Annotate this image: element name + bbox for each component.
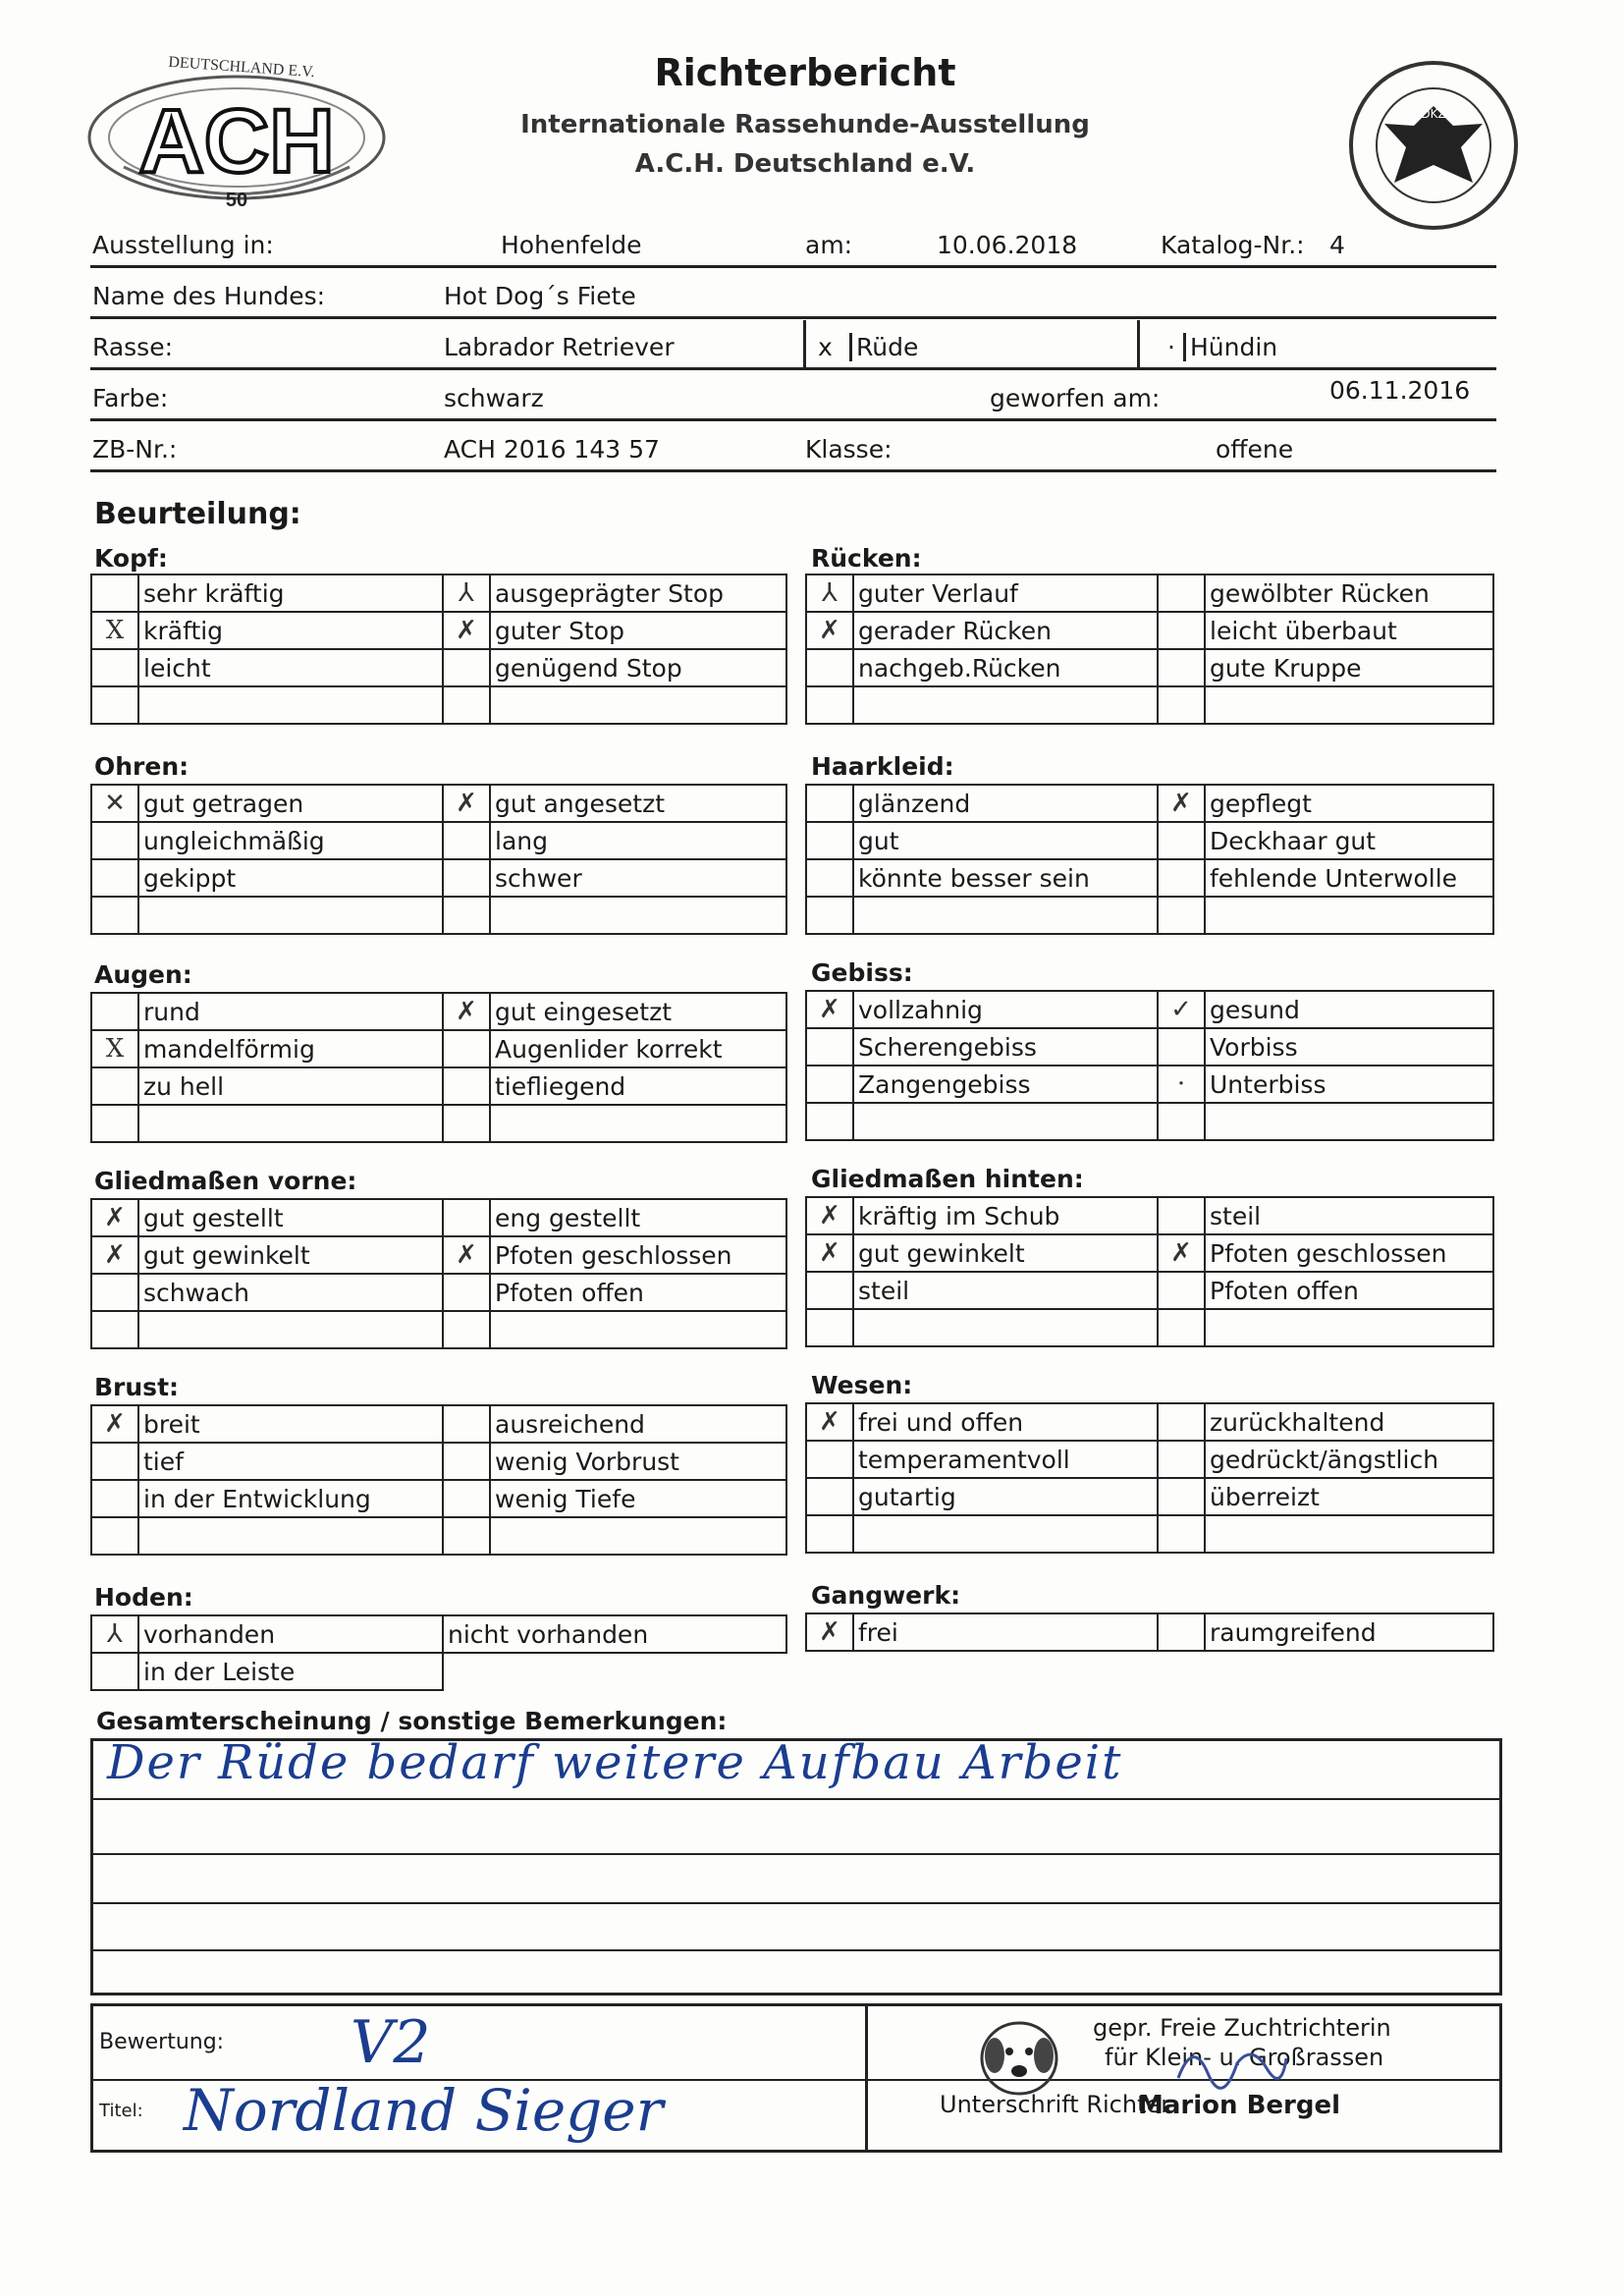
catalog-label: Katalog-Nr.: <box>1161 231 1305 259</box>
check-cell[interactable]: ✗ <box>91 1236 138 1274</box>
table-row <box>91 897 786 934</box>
table-row <box>91 1105 786 1142</box>
check-cell[interactable] <box>91 686 138 724</box>
check-cell[interactable] <box>1158 1103 1205 1140</box>
eyes-table <box>90 992 787 1143</box>
section-title-head: Kopf: <box>94 544 168 573</box>
check-cell[interactable] <box>91 1443 138 1480</box>
check-cell[interactable] <box>1158 1309 1205 1346</box>
check-cell[interactable] <box>91 859 138 897</box>
check-cell[interactable] <box>91 1480 138 1517</box>
check-cell[interactable] <box>1158 1441 1205 1478</box>
table-row: glänzend ✗ gepflegt <box>806 785 1493 822</box>
rating-signature-box <box>90 2003 1502 2153</box>
check-cell[interactable] <box>1158 1272 1205 1309</box>
info-row-ausstellung <box>90 218 1496 268</box>
table-row: zu hell tiefliegend <box>91 1067 786 1105</box>
info-row-rasse <box>90 320 1496 370</box>
stamp-line-1: gepr. Freie Zuchtrichterin <box>1093 2014 1391 2042</box>
table-row: schwach Pfoten offen <box>91 1274 786 1311</box>
table-row: ✗ gut gestellt eng gestellt <box>91 1199 786 1236</box>
table-row: X mandelförmig Augenlider korrekt <box>91 1030 786 1067</box>
check-cell[interactable] <box>806 1515 853 1553</box>
check-cell[interactable] <box>443 1199 490 1236</box>
remarks-line <box>93 1949 1499 1951</box>
table-row <box>806 1103 1493 1140</box>
check-cell[interactable]: ⅄ <box>91 1615 138 1653</box>
section-title-front-limbs: Gliedmaßen vorne: <box>94 1167 357 1195</box>
class-label: Klasse: <box>805 435 893 464</box>
check-cell[interactable] <box>806 1478 853 1515</box>
check-cell[interactable] <box>443 822 490 859</box>
dog-name-label: Name des Hundes: <box>92 282 326 310</box>
female-box[interactable] <box>1137 320 1499 367</box>
check-cell[interactable] <box>1158 574 1205 612</box>
remarks-line <box>93 1902 1499 1904</box>
dkz-seal <box>1345 57 1522 234</box>
rating-label: Bewertung: <box>99 2030 225 2054</box>
check-cell[interactable] <box>443 649 490 686</box>
gait-table <box>805 1613 1494 1652</box>
title-value[interactable]: Nordland Sieger <box>184 2077 664 2144</box>
ausstellung-value[interactable]: Hohenfelde <box>501 231 642 259</box>
check-cell[interactable]: ✗ <box>443 785 490 822</box>
check-cell[interactable] <box>91 1517 138 1555</box>
table-row: könnte besser sein fehlende Unterwolle <box>806 859 1493 897</box>
rating-value[interactable]: V2 <box>351 2008 431 2077</box>
check-cell[interactable]: X <box>91 1030 138 1067</box>
ears-table <box>90 784 787 935</box>
section-title-coat: Haarkleid: <box>811 752 954 781</box>
table-row <box>806 897 1493 934</box>
date-label: am: <box>805 231 853 259</box>
ausstellung-label: Ausstellung in: <box>92 231 274 259</box>
zb-label: ZB-Nr.: <box>92 435 178 464</box>
check-cell[interactable] <box>1158 1028 1205 1066</box>
ach-logo-arc-text: DEUTSCHLAND E.V. <box>167 53 316 82</box>
check-cell[interactable] <box>1158 1403 1205 1441</box>
check-cell[interactable] <box>91 649 138 686</box>
hind-limbs-table <box>805 1196 1494 1347</box>
table-row: ✕ gut getragen ✗ gut angesetzt <box>91 785 786 822</box>
color-label: Farbe: <box>92 384 169 412</box>
remarks-box[interactable] <box>90 1735 1502 1995</box>
check-cell[interactable] <box>1158 612 1205 649</box>
section-title-hind-limbs: Gliedmaßen hinten: <box>811 1165 1084 1193</box>
table-row: in der Leiste <box>91 1653 786 1690</box>
check-cell[interactable] <box>1158 859 1205 897</box>
catalog-value[interactable]: 4 <box>1329 231 1345 259</box>
check-cell[interactable] <box>806 822 853 859</box>
check-cell[interactable] <box>1158 649 1205 686</box>
check-cell[interactable]: ✗ <box>443 993 490 1030</box>
section-title-gait: Gangwerk: <box>811 1581 961 1610</box>
section-title-temperament: Wesen: <box>811 1371 913 1399</box>
table-row: ✗ gut gewinkelt ✗ Pfoten geschlossen <box>806 1234 1493 1272</box>
dog-head-stamp-icon <box>977 2016 1061 2101</box>
check-cell[interactable] <box>91 1105 138 1142</box>
table-row: ✗ gut gewinkelt ✗ Pfoten geschlossen <box>91 1236 786 1274</box>
check-cell[interactable] <box>806 1272 853 1309</box>
judge-name: Marion Bergel <box>1138 2091 1341 2120</box>
check-cell[interactable]: ✗ <box>91 1405 138 1443</box>
class-value[interactable]: offene <box>1216 435 1294 464</box>
section-title-back: Rücken: <box>811 544 922 573</box>
stamp-line-2: für Klein- u. Großrassen <box>1105 2044 1384 2071</box>
date-value[interactable]: 10.06.2018 <box>937 231 1078 259</box>
table-row: Zangengebiss · Unterbiss <box>806 1066 1493 1103</box>
check-cell[interactable]: ✗ <box>806 1234 853 1272</box>
check-cell[interactable] <box>91 574 138 612</box>
table-row <box>806 1515 1493 1553</box>
table-row: ✗ kräftig im Schub steil <box>806 1197 1493 1234</box>
table-row: gekippt schwer <box>91 859 786 897</box>
section-title-testicles: Hoden: <box>94 1583 193 1612</box>
check-cell[interactable] <box>1158 1478 1205 1515</box>
check-cell[interactable]: ✗ <box>91 1199 138 1236</box>
svg-text:50: 50 <box>225 190 248 211</box>
section-title-ears: Ohren: <box>94 752 189 781</box>
check-cell[interactable]: ✓ <box>1158 991 1205 1028</box>
info-row-farbe <box>90 371 1496 421</box>
report-title: Richterbericht <box>654 51 956 94</box>
male-label: Rüde <box>849 333 918 361</box>
front-limbs-table <box>90 1198 787 1349</box>
check-cell[interactable]: ✗ <box>806 612 853 649</box>
check-cell[interactable]: X <box>91 612 138 649</box>
check-cell[interactable] <box>443 1067 490 1105</box>
female-label: Hündin <box>1183 333 1277 361</box>
check-cell[interactable]: ✗ <box>1158 1234 1205 1272</box>
signature-label: Unterschrift Richter <box>940 2091 1171 2118</box>
female-mark: · <box>1167 333 1175 361</box>
check-cell[interactable] <box>1158 1613 1205 1651</box>
table-row: ✗ frei raumgreifend <box>806 1613 1493 1651</box>
check-cell[interactable] <box>1158 686 1205 724</box>
table-row <box>91 1517 786 1555</box>
remarks-title: Gesamterscheinung / sonstige Bemerkungen: <box>96 1707 728 1735</box>
info-row-name <box>90 269 1496 319</box>
assessment-heading: Beurteilung: <box>94 497 301 531</box>
table-row: ✗ vollzahnig ✓ gesund <box>806 991 1493 1028</box>
check-cell[interactable] <box>1158 897 1205 934</box>
check-cell[interactable]: · <box>1158 1066 1205 1103</box>
table-row: gutartig überreizt <box>806 1478 1493 1515</box>
check-cell[interactable] <box>443 1443 490 1480</box>
section-title-eyes: Augen: <box>94 960 192 989</box>
table-row: gut Deckhaar gut <box>806 822 1493 859</box>
organisation-name: A.C.H. Deutschland e.V. <box>634 149 976 179</box>
table-row <box>806 686 1493 724</box>
table-row: ✗ gerader Rücken leicht überbaut <box>806 612 1493 649</box>
svg-text:DKZ: DKZ <box>1421 107 1446 121</box>
table-row: sehr kräftig ⅄ ausgeprägter Stop <box>91 574 786 612</box>
check-cell[interactable] <box>806 649 853 686</box>
teeth-table <box>805 990 1494 1141</box>
check-cell[interactable]: ✗ <box>443 612 490 649</box>
temperament-table <box>805 1402 1494 1554</box>
remarks-handwritten: Der Rüde bedarf weitere Aufbau Arbeit <box>107 1735 1123 1790</box>
check-cell[interactable] <box>91 897 138 934</box>
check-cell[interactable]: ✗ <box>806 1197 853 1234</box>
section-title-teeth: Gebiss: <box>811 958 913 987</box>
check-cell[interactable] <box>91 1274 138 1311</box>
check-cell[interactable] <box>91 1653 138 1690</box>
birth-date-label: geworfen am: <box>990 384 1161 412</box>
table-row <box>91 686 786 724</box>
table-row: rund ✗ gut eingesetzt <box>91 993 786 1030</box>
birth-date-value[interactable]: 06.11.2016 <box>1329 376 1471 405</box>
section-title-chest: Brust: <box>94 1373 180 1401</box>
check-cell[interactable] <box>806 859 853 897</box>
remarks-line <box>93 1798 1499 1800</box>
testicles-table <box>90 1614 787 1691</box>
check-cell[interactable] <box>443 859 490 897</box>
table-row: ✗ frei und offen zurückhaltend <box>806 1403 1493 1441</box>
zb-value[interactable]: ACH 2016 143 57 <box>444 435 660 464</box>
check-cell[interactable]: ✗ <box>806 1403 853 1441</box>
remarks-line <box>93 1853 1499 1855</box>
table-row: steil Pfoten offen <box>806 1272 1493 1309</box>
check-cell[interactable] <box>1158 1515 1205 1553</box>
check-cell[interactable] <box>806 785 853 822</box>
table-row: ⅄ vorhanden nicht vorhanden <box>91 1615 786 1653</box>
title-label: Titel: <box>99 2101 143 2121</box>
check-cell[interactable]: ✕ <box>91 785 138 822</box>
check-cell[interactable]: ✗ <box>806 991 853 1028</box>
svg-text:ACH: ACH <box>138 91 335 191</box>
table-row: ⅄ guter Verlauf gewölbter Rücken <box>806 574 1493 612</box>
table-row <box>806 1309 1493 1346</box>
check-cell[interactable] <box>806 897 853 934</box>
check-cell[interactable]: ✗ <box>1158 785 1205 822</box>
check-cell[interactable] <box>443 1105 490 1142</box>
check-cell[interactable] <box>806 1028 853 1066</box>
breed-label: Rasse: <box>92 333 173 361</box>
table-row: leicht genügend Stop <box>91 649 786 686</box>
check-cell[interactable] <box>443 897 490 934</box>
coat-table <box>805 784 1494 935</box>
judge-signature-icon <box>1173 2034 1291 2093</box>
check-cell[interactable] <box>1158 1197 1205 1234</box>
check-cell[interactable] <box>443 686 490 724</box>
table-row: temperamentvoll gedrückt/ängstlich <box>806 1441 1493 1478</box>
check-cell[interactable] <box>443 1030 490 1067</box>
check-cell[interactable]: ✗ <box>443 1236 490 1274</box>
ach-logo <box>84 53 389 216</box>
check-cell[interactable] <box>91 1311 138 1348</box>
check-cell[interactable] <box>443 1274 490 1311</box>
check-cell[interactable] <box>443 1405 490 1443</box>
breed-value[interactable]: Labrador Retriever <box>444 333 675 361</box>
check-cell[interactable]: ⅄ <box>806 574 853 612</box>
color-value[interactable]: schwarz <box>444 384 544 412</box>
table-row: X kräftig ✗ guter Stop <box>91 612 786 649</box>
back-table <box>805 574 1494 725</box>
check-cell[interactable] <box>806 1309 853 1346</box>
divider <box>865 2006 868 2150</box>
male-mark: x <box>818 333 833 361</box>
table-row: ungleichmäßig lang <box>91 822 786 859</box>
table-row: in der Entwicklung wenig Tiefe <box>91 1480 786 1517</box>
check-cell[interactable] <box>1158 822 1205 859</box>
report-subtitle: Internationale Rassehunde-Ausstellung <box>520 110 1090 139</box>
check-cell[interactable] <box>91 1067 138 1105</box>
head-table <box>90 574 787 725</box>
male-box[interactable] <box>803 320 1140 367</box>
table-row <box>91 1311 786 1348</box>
check-cell[interactable]: ⅄ <box>443 574 490 612</box>
check-cell[interactable] <box>806 1066 853 1103</box>
check-cell[interactable] <box>806 1441 853 1478</box>
check-cell[interactable] <box>91 993 138 1030</box>
table-row: tief wenig Vorbrust <box>91 1443 786 1480</box>
check-cell[interactable]: ✗ <box>806 1613 853 1651</box>
dog-name-value[interactable]: Hot Dog´s Fiete <box>444 282 636 310</box>
check-cell[interactable] <box>443 1517 490 1555</box>
table-row: Scherengebiss Vorbiss <box>806 1028 1493 1066</box>
table-row: nachgeb.Rücken gute Kruppe <box>806 649 1493 686</box>
chest-table <box>90 1404 787 1556</box>
table-row: ✗ breit ausreichend <box>91 1405 786 1443</box>
check-cell[interactable] <box>443 1480 490 1517</box>
check-cell[interactable] <box>443 1311 490 1348</box>
check-cell[interactable] <box>806 686 853 724</box>
check-cell[interactable] <box>806 1103 853 1140</box>
info-row-zb <box>90 422 1496 472</box>
check-cell[interactable] <box>91 822 138 859</box>
